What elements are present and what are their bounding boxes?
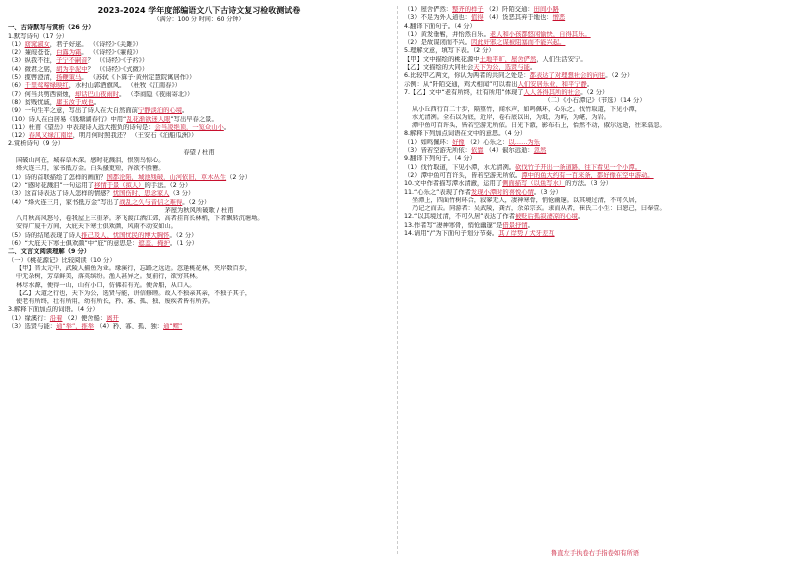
answer-text: 通“举”，推举 [56,322,95,330]
question-text: ？ （《诗经》·《式微》） [87,65,149,73]
passage-title: （二）《小石潭记》（节选）（14 分） [544,97,646,105]
question-text: （1）黄发垂髫，并怡然自乐。 [404,30,490,38]
question-heading: 4.翻译下面句子。（4 分） [404,22,476,30]
question-text: （8）贫贱忧戚， [8,98,57,106]
answer-text: 人人各得其所的社会 [523,88,581,96]
passage-title: 茅屋为秋风所破歌 / 杜甫 [164,206,234,214]
question-text: （1）如鸣佩环： [404,138,453,146]
question-line [404,81,786,89]
answer-text: 国都沦陷，城池残破，山河依旧，草木丛生 [106,173,227,181]
question-text: （5）揽辔澄清， [8,74,57,82]
answer-text: 因此奸邪之谋被阻塞而不能兴起。 [470,39,566,47]
question-line [404,172,786,180]
question-line [404,222,786,230]
answer-text: 其 / 岸势 / 犬牙差互 [498,230,555,238]
answer-text: 都表达了对理想社会的向往 [529,72,606,80]
question-text: （10）诗人在白居易《钱塘湖春行》中用“ [8,115,127,123]
question-heading: 8.解释下列加点词语在文中的意思。（4 分） [404,130,527,138]
question-text: （3）皆若空游无所依： [404,147,471,155]
question-heading: 5.理解文意，填写下表。（2 分） [404,47,495,55]
question-line [404,6,786,14]
passage-text: 烽火连三月，家书抵万金。白头搔更短，浑欲不胜簪。 [16,165,165,173]
answer-text: 忽然 [533,147,547,155]
question-text: （6） [8,82,25,90]
question-text: 。 （《诗经》·《蒹葭》） [81,49,142,57]
question-line [8,41,390,49]
question-heading: 3.解释下面加点的词语。（4 分） [8,306,99,314]
question-line [404,164,786,172]
answer-text: 砍伐竹子开出一条道路，往下看见一个小潭。 [515,163,641,171]
question-text: （1）伐竹取道，下见小潭，水尤清冽。 [404,163,516,171]
question-line [404,180,786,188]
passage-text: 坐潭上，四面竹树环合，寂寥无人，凄神寒骨，悄怆幽邃。以其境过清，不可久居， [412,196,641,204]
question-text: （3）不足为外人道也： [404,14,471,22]
question-line [8,315,390,323]
answer-text: 侧面描写（以鱼写水） [502,180,566,188]
passage-text: 从小丘西行百二十步，隔篁竹，闻水声，如鸣佩环，心乐之。伐竹取道，下见小潭， [412,105,641,113]
question-line [404,14,786,22]
column-divider [397,6,398,554]
question-text: （6）“大庇天下寒士俱欢颜”中“庇”的意思是： [8,240,139,248]
question-text: （7）何当共剪西窗烛， [8,90,75,98]
question-text: 。 [586,80,594,88]
question-line [8,232,390,240]
question-text: 13.作者写“凄神寒骨，悄怆幽邃”是 [404,221,503,229]
answer-text: 宁静淡泊的心境 [137,107,183,115]
question-line [404,39,786,47]
question-text: 。 [182,107,189,115]
page-title: 2023-2024 学年度部编语文八下古诗文复习检收测试卷 [97,6,301,15]
question-text: 。 （苏轼《卜算子·黄州定慧院寓居作》） [81,74,196,82]
question-line [404,56,786,64]
question-text: （3 分） [169,190,195,198]
question-line [404,64,786,72]
answer-text: 土地平旷，屋舍俨然 [479,55,537,63]
answer-text: 人们安居乐业、和平宁静 [517,80,587,88]
question-text: 示例：从“阡陌交通，鸡犬相闻”可以看出 [404,80,518,88]
answer-text: 子宁不嗣音 [56,57,88,65]
question-line [8,57,390,65]
footer-line: 鲁直左手执卷右手指卷如有所语 [550,550,640,557]
question-text: 6.比较甲乙两文，你认为两者的共同之处是： [404,72,530,80]
question-text: （11）杜甫《望岳》中表现诗人远大抱负的诗句是： [8,123,155,131]
answer-text: 推己及人、忧国忧民的博大胸怀 [81,231,170,239]
question-line [8,174,390,182]
question-text: ，君子好逑。 （《诗经》·《关雎》） [49,40,142,48]
question-line [404,189,786,197]
question-text: 。 [223,123,231,131]
answer-text: 借景抒情 [502,221,528,229]
answer-text: 以……为乐 [508,138,540,146]
answer-text: 整齐的样子 [452,6,484,13]
answer-text: 白露为霜 [56,49,82,57]
answer-text: 离开 [106,314,119,322]
question-line [404,213,786,221]
question-text: （2）便舍船： [62,314,107,322]
question-line [8,182,390,190]
question-text: 7.【乙】文中“老有所终，壮有所用”体现了 [404,88,524,96]
passage-text: 【甲】晋太元中，武陵人捕鱼为业。缘溪行，忘路之远近。忽逢桃花林，夹岸数百步， [16,264,252,272]
question-text: ，明月何时照我还？ （王安石《泊船瓜洲》） [72,132,198,140]
question-line [404,31,786,39]
answer-text: 战乱之久与音信之难得 [119,198,183,206]
question-line [8,107,390,115]
passage-text: 乃记之而去。同游者：吴武陵，龚古，余弟宗玄。隶而从者，崔氏二小生：曰恕己，曰奉壹。 [412,205,666,213]
passage-text: 使老有所终，壮有所用，幼有所长，矜、寡、孤、独、废疾者皆有所养。 [16,298,214,306]
answer-text: 田间小路 [533,6,559,13]
answer-text: 老人和小孩都悠闲愉快，自得其乐。 [489,30,591,38]
question-text: 。 [93,98,101,106]
question-line [404,147,786,155]
question-line [404,230,786,238]
question-heading: 1.默写诗句（17 分） [8,32,69,40]
question-line [8,74,390,82]
question-text: 【甲】文中描绘的桃花源中 [404,55,480,63]
answer-text: 好像 [452,138,465,146]
question-text: 14.请用“/”为下面句子划分节奏。 [404,230,499,238]
question-text: 。（2 分） [182,198,211,206]
question-text: （2）是故谋闭而不兴。 [404,39,471,47]
answer-text: 扬鞭策马 [56,74,82,82]
question-text: （4）微君之躬， [8,65,57,73]
answer-text: 春风又绿江南岸 [28,132,73,140]
question-text: （4）“烽火连三月，家书抵万金”写出了 [8,198,120,206]
answer-text: 沿着 [49,314,63,322]
passage-text: 林尽水源，便得一山，山有小口，仿佛若有光。便舍船，从口入。 [16,281,196,289]
question-line [8,199,390,207]
question-text: 。 [529,64,537,72]
question-line [8,82,390,90]
passage-text: 潭中鱼可百许头，皆若空游无所依。日光下澈，影布石上，佁然不动，俶尔远逝，往来翕忽。 [412,122,666,130]
question-text: 。 [577,213,585,221]
left-column [8,6,390,331]
answer-text: 通“鳏” [163,322,183,330]
question-text: （2）“感时花溅泪”一句运用了 [8,181,95,189]
answer-text: 憎恶 [552,14,566,22]
question-text: （3）这首诗表达了诗人怎样的情感？ [8,190,113,198]
question-line [8,124,390,132]
question-text: ”写出早春之景。 [170,115,218,123]
passage-text: 中无杂树，芳草鲜美，落英缤纷。渔人甚异之。复前行，欲穷其林。 [16,273,202,281]
question-text: 。（2 分） [580,88,609,96]
question-text: 。 [527,221,534,229]
answer-text: 会当凌绝顶，一览众山小 [154,123,224,131]
question-text: 。（2 分） [169,231,198,239]
passage-text: 水尤清冽。全石以为底，近岸，卷石底以出，为坻，为屿，为嵁，为岩。 [412,113,610,121]
question-heading: 9.翻译下列句子。（4 分） [404,155,476,163]
question-text: （2）潭中鱼可百许头，皆若空游无所依。 [404,171,522,179]
question-text: （3）选贤与能： [8,322,57,330]
question-text: （2）心乐之： [464,138,509,146]
answer-text: 发现小潭时的喜悦心情 [470,188,534,196]
question-text: 的方法。（3 分） [565,180,613,188]
question-text: （1）屋舍俨然： [404,6,453,13]
question-text: 11.“心乐之”表现了作者 [404,188,471,196]
question-line [8,66,390,74]
answer-text: 依靠 [470,147,484,155]
passage-text: 八月秋高风怒号，卷我屋上三重茅。茅飞渡江洒江郊，高者挂罥长林梢，下者飘转沉塘坳。 [16,215,264,223]
answer-text: 忧国伤时、思念家人 [112,190,170,198]
question-text: 。 （李商隐《夜雨寄北》） [119,90,194,98]
question-text: （1）诗的首联描绘了怎样的画面？ [8,173,107,181]
answer-text: 乱花渐欲迷人眼 [126,115,171,123]
question-text: 【乙】文描绘的大同社会 [404,64,474,72]
question-text: 。（2 分） [605,72,634,80]
question-text: （2）阡陌交通： [483,6,534,13]
question-text: （5）诗的结尾表现了诗人 [8,231,82,239]
answer-text: 千里莺啼绿映红 [24,82,69,90]
question-text: （9）一句生平之意，写出了诗人在大自然面前 [8,107,138,115]
answer-text: 庸玉汝于成也 [56,98,94,106]
question-line [404,72,786,80]
question-text: （1）缘溪行： [8,314,50,322]
question-text: 。（1 分） [169,240,198,248]
answer-text: 遮盖，掩护 [138,240,170,248]
answer-text: 值得 [470,14,484,22]
question-heading: 2.赏析诗句（9 分） [8,140,65,148]
question-text: ？ （《诗经》·《子衿》） [87,57,149,65]
question-heading: （一）《桃花源记》比较阅读（10 分） [8,256,116,264]
question-line [8,323,390,331]
passage-title: 春望 / 杜甫 [183,148,215,156]
passage-text: 安得广厦千万间，大庇天下寒士俱欢颜，风雨不动安如山。 [16,223,177,231]
answer-text: 却话巴山夜雨时 [74,90,120,98]
answer-text: 天下为公，选贤与能 [473,64,530,72]
question-line [404,139,786,147]
question-text: ，水村山郭酒旗风。 （杜牧《江南春》） [68,82,181,90]
question-text: （1） [8,40,25,48]
exam-info: （满分：100 分 时间：60 分钟） [153,16,245,23]
question-text: （3）纵我不往， [8,57,57,65]
answer-text: 移情于景（拟人） [94,181,145,189]
right-column [404,6,786,238]
question-line [8,91,390,99]
question-line [8,49,390,57]
question-line [8,132,390,140]
question-line [8,190,390,198]
question-text: （2 分） [226,173,252,181]
section-heading: 一、古诗默写与赏析（26 分） [8,24,95,32]
answer-text: 潭中的鱼大约有一百来条，都好像在空中游动。 [521,171,654,179]
answer-text: 窈窕淑女 [24,40,50,48]
question-line [8,99,390,107]
passage-text: 【乙】大道之行也，天下为公，选贤与能，讲信修睦。故人不独亲其亲，不独子其子， [16,289,252,297]
question-text: 。（3 分） [533,188,562,196]
section-heading: 二、文言文阅读理解（9 分） [8,248,91,256]
question-text: ，人们生活安宁。 [536,55,587,63]
question-text: （2）蒹葭苍苍， [8,49,57,57]
answer-text: 胡为乎泥中 [56,65,88,73]
question-text: 的手法。（2 分） [144,181,192,189]
question-text: （4）货恶其弃于地也： [483,14,553,22]
question-line [8,116,390,124]
passage-text: 国破山河在，城春草木深。感时花溅泪，恨别鸟惊心。 [16,157,165,165]
question-text: （12） [8,132,29,140]
question-text: 12.“以其境过清，不可久居”表达了作者 [404,213,515,221]
question-text: （4）俶尔远逝： [483,147,534,155]
question-text: 10.文中作者描写潭水清澈，运用了 [404,180,503,188]
question-text: （4）矜、寡、孤、独： [94,322,164,330]
question-line [8,240,390,248]
question-line [404,89,786,97]
answer-text: 被贬后孤寂凄凉的心境 [515,213,578,221]
